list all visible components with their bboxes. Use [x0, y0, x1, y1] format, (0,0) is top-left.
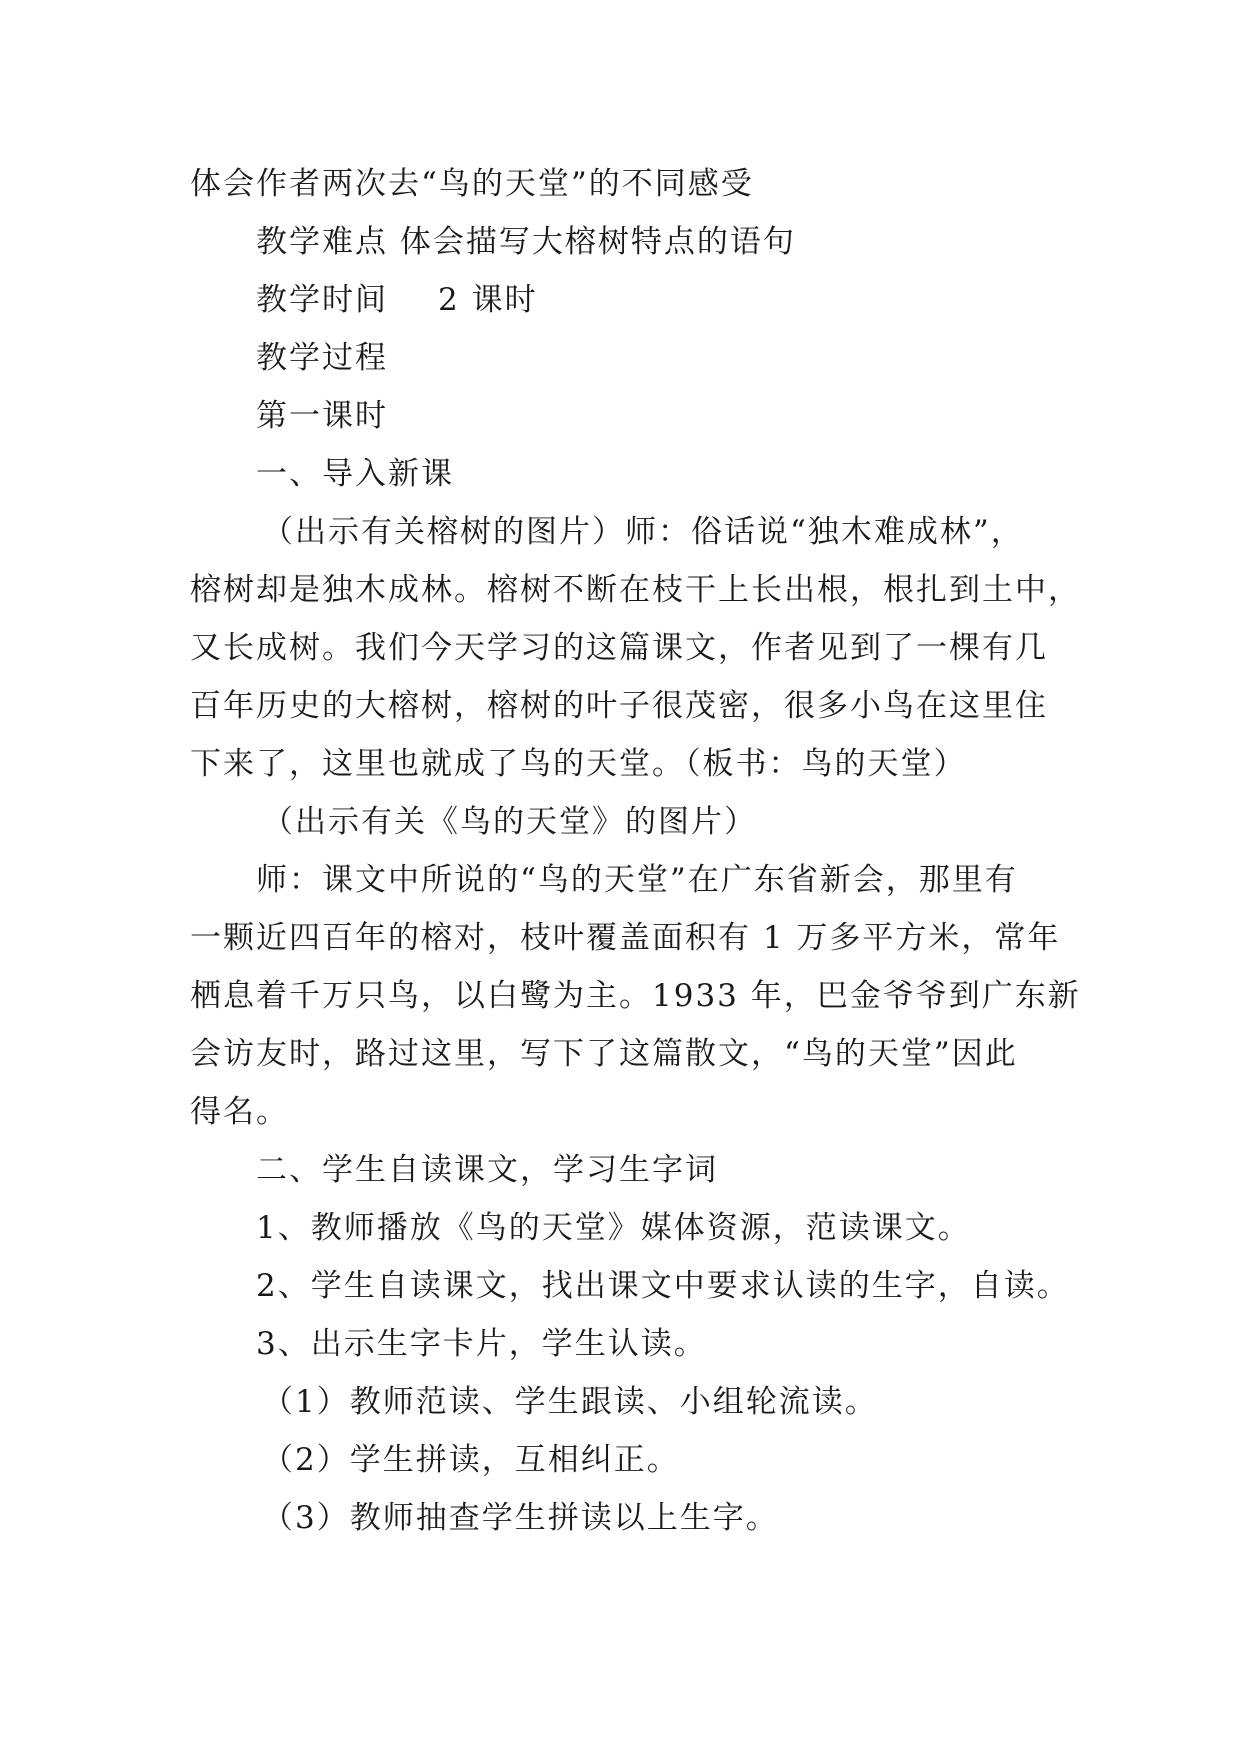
paragraph-line: 栖息着千万只鸟，以白鹭为主。1933 年，巴金爷爷到广东新 — [190, 978, 1081, 1014]
paragraph-line — [256, 280, 1136, 320]
paragraph-line: （出示有关《鸟的天堂》的图片） — [262, 804, 757, 840]
paragraph-line: 又长成树。我们今天学习的这篇课文，作者见到了一棵有几 — [190, 630, 1048, 666]
paragraph-line: 教学过程 — [256, 340, 388, 376]
paragraph-line: 第一课时 — [256, 398, 388, 434]
list-item: 2、学生自读课文，找出课文中要求认读的生字，自读。 — [256, 1268, 1070, 1304]
paragraph-line: 师：课文中所说的“鸟的天堂”在广东省新会，那里有 — [256, 862, 1018, 898]
paragraph-line: （出示有关榕树的图片）师：俗话说“独木难成林”， — [262, 514, 1024, 550]
list-item: 3、出示生字卡片，学生认读。 — [256, 1326, 707, 1362]
paragraph-line: 百年历史的大榕树，榕树的叶子很茂密，很多小鸟在这里住 — [190, 688, 1048, 724]
label-text: 教学时间 — [256, 282, 388, 318]
value-text: 2 课时 — [438, 282, 538, 318]
section-heading: 二、学生自读课文，学习生字词 — [256, 1152, 718, 1188]
paragraph-line: 体会作者两次去“鸟的天堂”的不同感受 — [190, 166, 754, 202]
sub-list-item: （2）学生拼读，互相纠正。 — [262, 1442, 680, 1478]
paragraph-line: 下来了，这里也就成了鸟的天堂。（板书：鸟的天堂） — [190, 746, 967, 782]
paragraph-line: 一颗近四百年的榕对，枝叶覆盖面积有 1 万多平方米，常年 — [190, 920, 1061, 956]
sub-list-item: （1）教师范读、学生跟读、小组轮流读。 — [262, 1384, 878, 1420]
list-item: 1、教师播放《鸟的天堂》媒体资源，范读课文。 — [256, 1210, 971, 1246]
section-heading: 一、导入新课 — [256, 456, 454, 492]
paragraph-line: 得名。 — [190, 1094, 289, 1130]
paragraph-line: 会访友时，路过这里，写下了这篇散文，“鸟的天堂”因此 — [190, 1036, 1018, 1072]
sub-list-item: （3）教师抽查学生拼读以上生字。 — [262, 1500, 779, 1536]
paragraph-line: 教学难点 体会描写大榕树特点的语句 — [256, 224, 796, 260]
paragraph-line: 榕树却是独木成林。榕树不断在枝干上长出根，根扎到土中， — [190, 572, 1081, 608]
